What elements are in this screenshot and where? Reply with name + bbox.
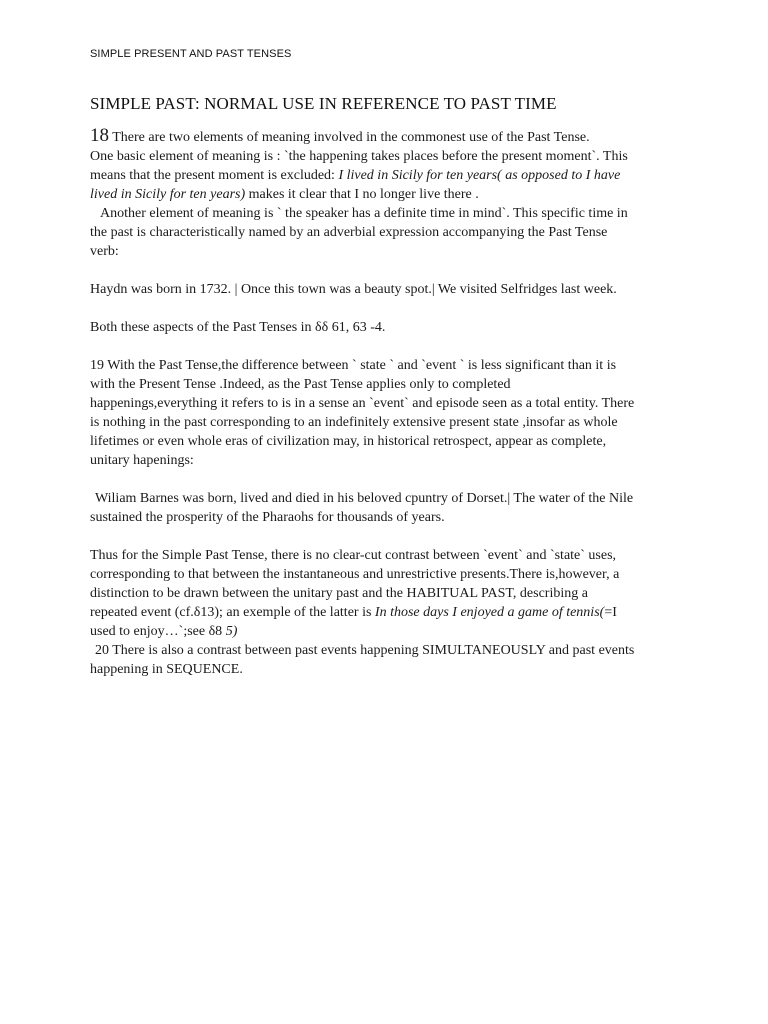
para18-line-2: One basic element of meaning is : `the happening takes places before the present moment`. This	[90, 149, 628, 164]
para18-line-6: the past is characteristically named by an adverbial expression accompanying the Past Tense	[90, 225, 608, 240]
para-thus-line-3: distinction to be drawn between the unitary past and the HABITUAL PAST, describing a	[90, 586, 588, 601]
para18-line-5: Another element of meaning is ` the speaker has a definite time in mind`. This specific time in	[100, 206, 628, 221]
para20-line-1: 20 There is also a contrast between past events happening SIMULTANEOUSLY and past events	[95, 643, 635, 658]
body-text	[90, 126, 685, 679]
aspects-note: Both these aspects of the Past Tenses in δδ 61, 63 -4.	[90, 320, 386, 335]
para19-line-4: is nothing in the past corresponding to an indefinitely extensive present state ,insofar as whole	[90, 415, 618, 430]
running-header: SIMPLE PRESENT AND PAST TENSES	[90, 48, 292, 60]
para-thus-line-1: Thus for the Simple Past Tense, there is no clear-cut contrast between `event` and `state` uses,	[90, 548, 617, 563]
para-thus-line-4: repeated event (cf.δ13); an exemple of the latter is In those days I enjoyed a game of tennis(=I	[90, 605, 617, 620]
para19-line-1: 19 With the Past Tense,the difference between ` state ` and `event ` is less significant than it is	[90, 358, 617, 373]
examples-2-line-1: Wiliam Barnes was born, lived and died in his beloved cpuntry of Dorset.| The water of the Nile	[95, 491, 634, 506]
para18-line-1: 18 There are two elements of meaning involved in the commonest use of the Past Tense.	[90, 125, 590, 146]
italic-example: In those days I enjoyed a game of tennis(	[374, 605, 605, 620]
para19-line-5: lifetimes or even whole eras of civilization may, in historical retrospect, appear as complete,	[90, 434, 607, 449]
italic-example: lived in Sicily for ten years)	[90, 187, 246, 202]
para19-line-6: unitary hapenings:	[90, 453, 194, 468]
section-title: SIMPLE PAST: NORMAL USE IN REFERENCE TO PAST TIME	[90, 94, 557, 113]
para18-line-4: lived in Sicily for ten years) makes it clear that I no longer live there .	[90, 187, 479, 202]
para20-line-2: happening in SEQUENCE.	[90, 662, 243, 677]
para-thus-line-5: used to enjoy…`;see δ8 5)	[90, 624, 238, 639]
italic-example: I lived in Sicily for ten years( as opposed to I have	[338, 168, 621, 183]
para-thus-line-2: corresponding to that between the instantaneous and unrestrictive presents.There is,however, a	[90, 567, 620, 582]
para18-line-3: means that the present moment is excluded: I lived in Sicily for ten years( as opposed to I have	[90, 168, 621, 183]
para-number: 18	[90, 125, 109, 146]
examples-1: Haydn was born in 1732. | Once this town was a beauty spot.| We visited Selfridges last week.	[90, 282, 617, 297]
para18-line-7: verb:	[90, 244, 119, 259]
para19-line-2: with the Present Tense .Indeed, as the Past Tense applies only to completed	[90, 377, 511, 392]
para19-line-3: happenings,everything it refers to is in a sense an `event` and episode seen as a total entity. There	[90, 396, 635, 411]
examples-2-line-2: sustained the prosperity of the Pharaohs for thousands of years.	[90, 510, 445, 525]
